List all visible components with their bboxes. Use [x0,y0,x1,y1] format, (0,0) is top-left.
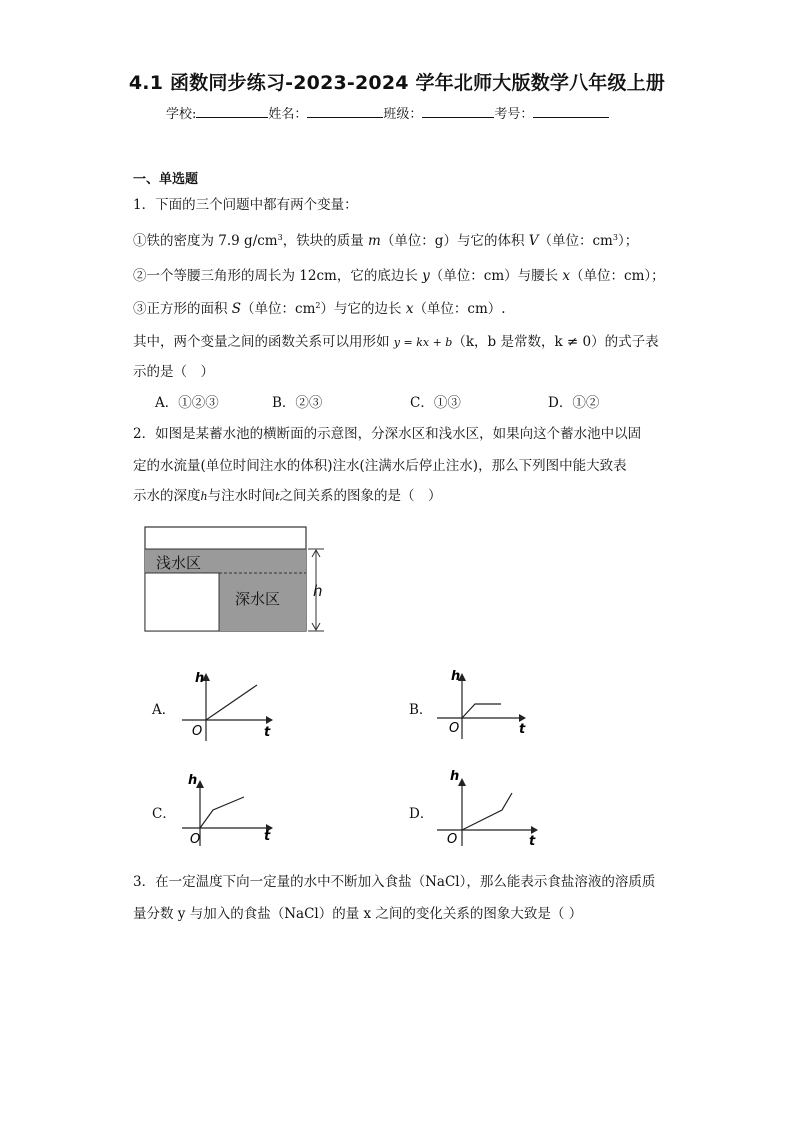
svg-text:O: O [447,832,458,847]
q1-option-c[interactable]: C．①③ [410,395,461,411]
q1-line4: 其中，两个变量之间的函数关系可以用形如 y = kx + b（k，b 是常数，k ≠ 0）的式子表 [133,334,659,350]
svg-text:O: O [192,724,203,739]
school-label: 学校: [166,107,197,122]
section-heading: 一、单选题 [133,172,199,187]
class-blank[interactable] [422,105,494,118]
q2-line3: 示水的深度h与注水时间t之间关系的图象的是（ ） [133,488,442,504]
x-axis-arrow-icon [531,826,538,834]
q1-option-b[interactable]: B．②③ [272,395,323,411]
graph-b-line [462,704,501,718]
svg-text:t: t [264,829,271,844]
svg-text:h: h [195,671,205,686]
student-info-line [166,103,609,122]
svg-text:O: O [190,832,201,847]
svg-text:h: h [188,773,198,788]
school-blank[interactable] [196,105,268,118]
svg-text:h: h [451,669,461,684]
graph-option-c[interactable] [176,770,286,850]
q1-option-a[interactable]: A．①②③ [155,395,219,411]
graph-d-line [462,793,512,830]
reservoir-diagram [140,526,340,636]
q2-option-d-label[interactable]: D． [409,806,434,822]
svg-text:h: h [450,769,460,784]
shallow-label: 浅水区 [156,554,202,572]
deep-label: 深水区 [235,590,281,608]
name-blank[interactable] [307,105,383,118]
q2-line2: 定的水流量(单位时间注水的体积)注水(注满水后停止注水)，那么下列图中能大致表 [133,458,627,474]
height-label: h [313,582,323,600]
svg-text:t: t [529,834,536,849]
q3-line2: 量分数 y 与加入的食盐（NaCl）的量 x 之间的变化关系的图象大致是（ ） [133,906,583,922]
class-label: 班级： [383,107,423,122]
page-title: 4.1 函数同步练习-2023-2024 学年北师大版数学八年级上册 [128,72,666,94]
graph-option-a[interactable] [176,665,286,745]
q3-line1: 3．在一定温度下向一定量的水中不断加入食盐（NaCl），那么能表示食盐溶液的溶质质 [133,874,656,890]
q2-option-a-label[interactable]: A． [152,702,176,718]
q2-option-c-label[interactable]: C． [152,806,176,822]
q2-option-b-label[interactable]: B． [409,702,433,718]
graph-option-b[interactable] [433,665,543,745]
reservoir-wall [145,573,219,631]
q1-item3: ③正方形的面积 S（单位：$cm^2$）与它的边长 x（单位：cm）. [133,301,506,317]
svg-text:t: t [519,722,526,737]
q1-option-d[interactable]: D．①② [548,395,600,411]
name-label: 姓名： [268,107,308,122]
x-axis-arrow-icon [519,714,526,722]
q1-item2: ②一个等腰三角形的周长为 12cm，它的底边长 y（单位：cm）与腰长 x（单位：cm）； [133,268,665,284]
graph-c-line [200,797,244,828]
x-axis-arrow-icon [266,716,273,724]
q1-line5: 示的是（ ） [133,364,214,380]
graph-option-d[interactable] [433,766,543,850]
q1-stem: 1．下面的三个问题中都有两个变量： [133,197,358,213]
number-label: 考号： [494,107,534,122]
q2-line1: 2．如图是某蓄水池的横断面的示意图，分深水区和浅水区，如果向这个蓄水池中以固 [133,426,642,442]
svg-text:t: t [264,725,271,740]
number-blank[interactable] [533,105,609,118]
q1-item1: ①铁的密度为 7.9 $g/cm^3$，铁块的质量 m（单位：g）与它的体积 V（单位：$cm^3$）； [133,233,639,249]
graph-a-line [206,685,257,720]
svg-text:O: O [449,721,460,736]
